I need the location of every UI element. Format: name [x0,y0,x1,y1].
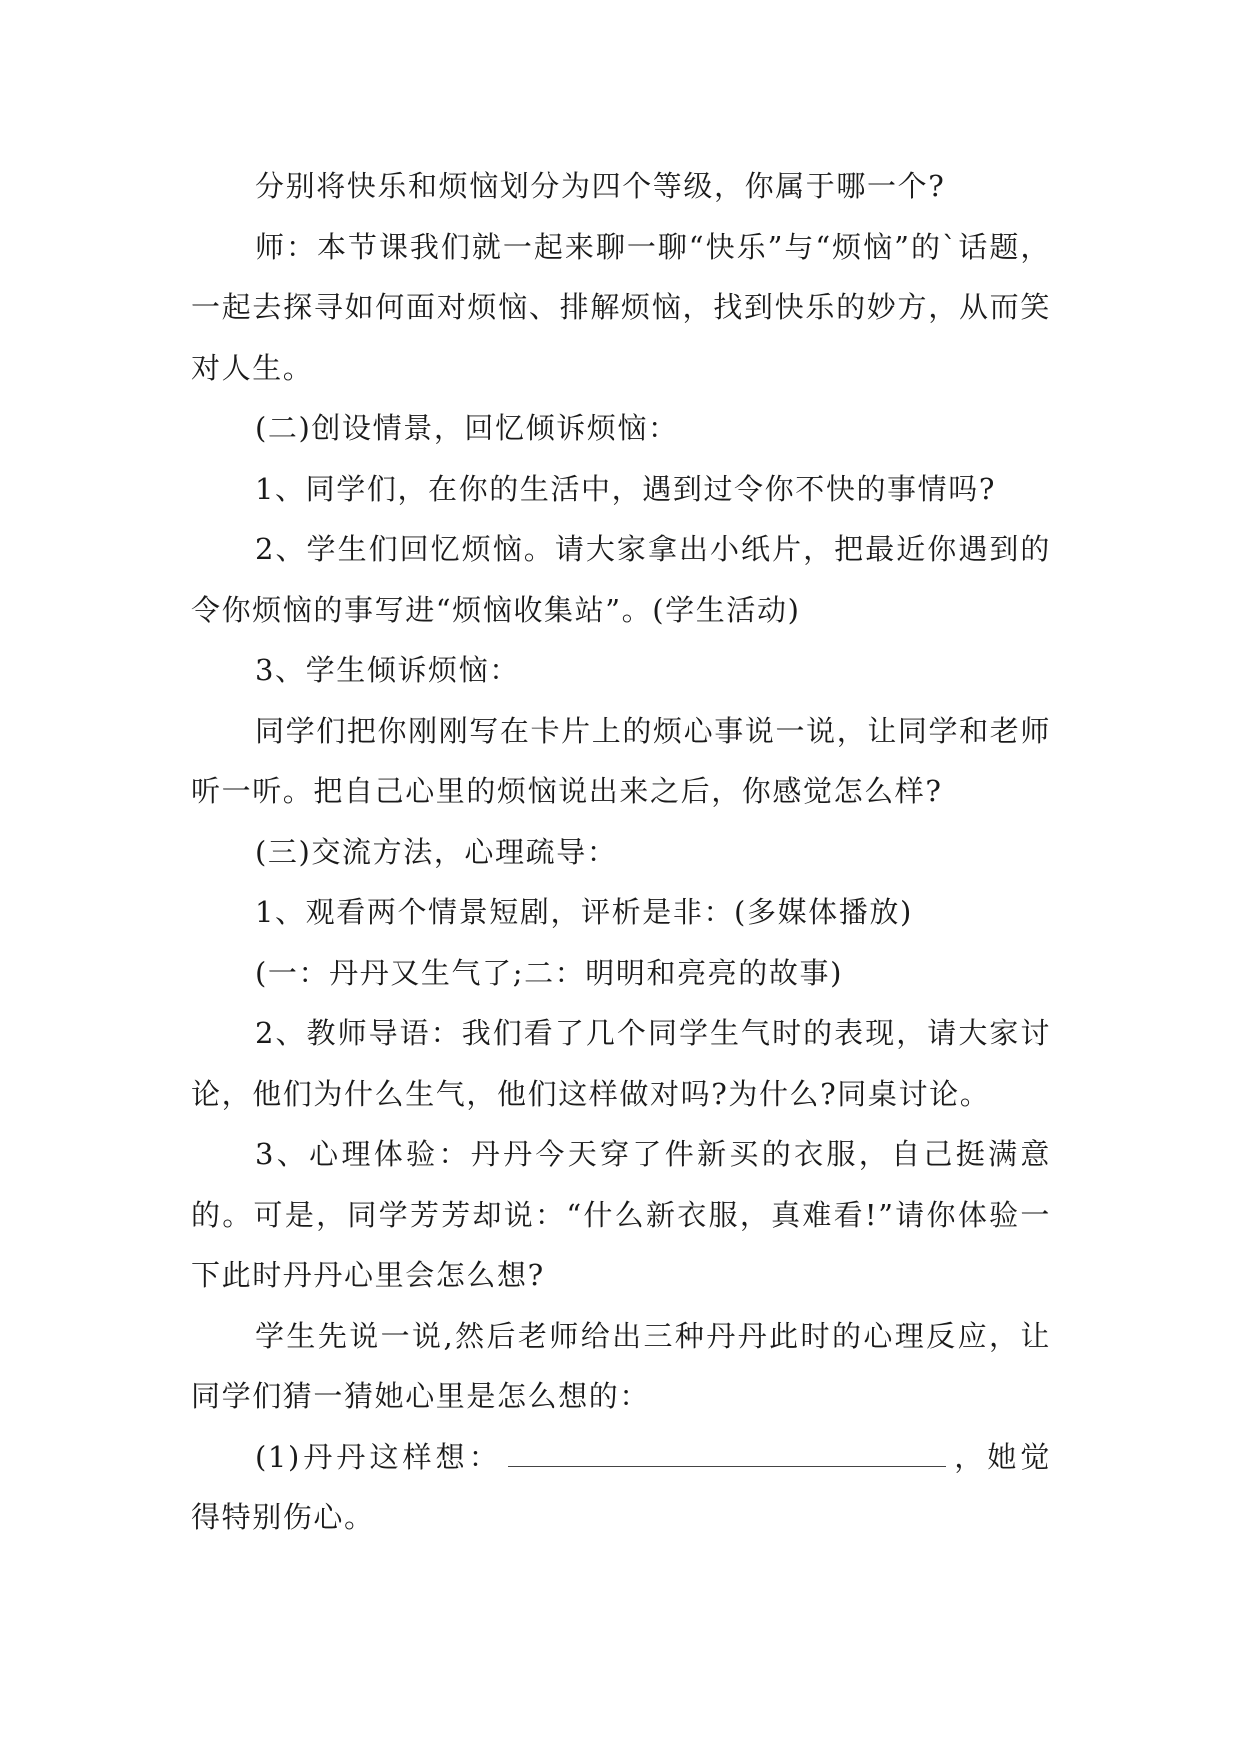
paragraph: 3、学生倾诉烦恼： [255,653,520,687]
paragraph: 2、教师导语：我们看了几个同学生气时的表现，请大家讨论，他们为什么生气，他们这样做对吗?为什么?同桌讨论。 [191,1016,1051,1111]
paragraph: 分别将快乐和烦恼划分为四个等级，你属于哪一个? [255,169,946,203]
paragraph: (二)创设情景，回忆倾诉烦恼： [255,411,679,445]
paragraph: 2、学生们回忆烦恼。请大家拿出小纸片，把最近你遇到的令你烦恼的事写进“烦恼收集站”。(学生活动) [191,532,1051,627]
paragraph: 同学们把你刚刚写在卡片上的烦心事说一说，让同学和老师听一听。把自己心里的烦恼说出来之后，你感觉怎么样? [191,713,1051,808]
paragraph: 3、心理体验：丹丹今天穿了件新买的衣服，自己挺满意的。可是，同学芳芳却说：“什么新衣服，真难看!”请你体验一下此时丹丹心里会怎么想? [191,1137,1051,1292]
paragraph: (三)交流方法，心理疏导： [255,834,618,869]
answer-blank-line [508,1438,946,1467]
paragraph: 师：本节课我们就一起来聊一聊“快乐”与“烦恼”的`话题，一起去探寻如何面对烦恼、排解烦恼，找到快乐的妙方，从而笑对人生。 [191,229,1051,385]
fill-in-paragraph [191,1427,1051,1548]
fill-in-prefix: (1)丹丹这样想： [255,1439,502,1474]
fill-in-suffix: ，她觉得特别伤心。 [191,1439,1051,1534]
paragraph: 学生先说一说,然后老师给出三种丹丹此时的心理反应，让同学们猜一猜她心里是怎么想的： [191,1318,1051,1413]
document-body [191,156,1051,1548]
paragraph: 1、观看两个情景短剧，评析是非：(多媒体播放) [255,895,913,929]
paragraph: 1、同学们，在你的生活中，遇到过令你不快的事情吗? [255,471,996,506]
paragraph: (一：丹丹又生气了;二：明明和亮亮的故事) [255,955,843,990]
